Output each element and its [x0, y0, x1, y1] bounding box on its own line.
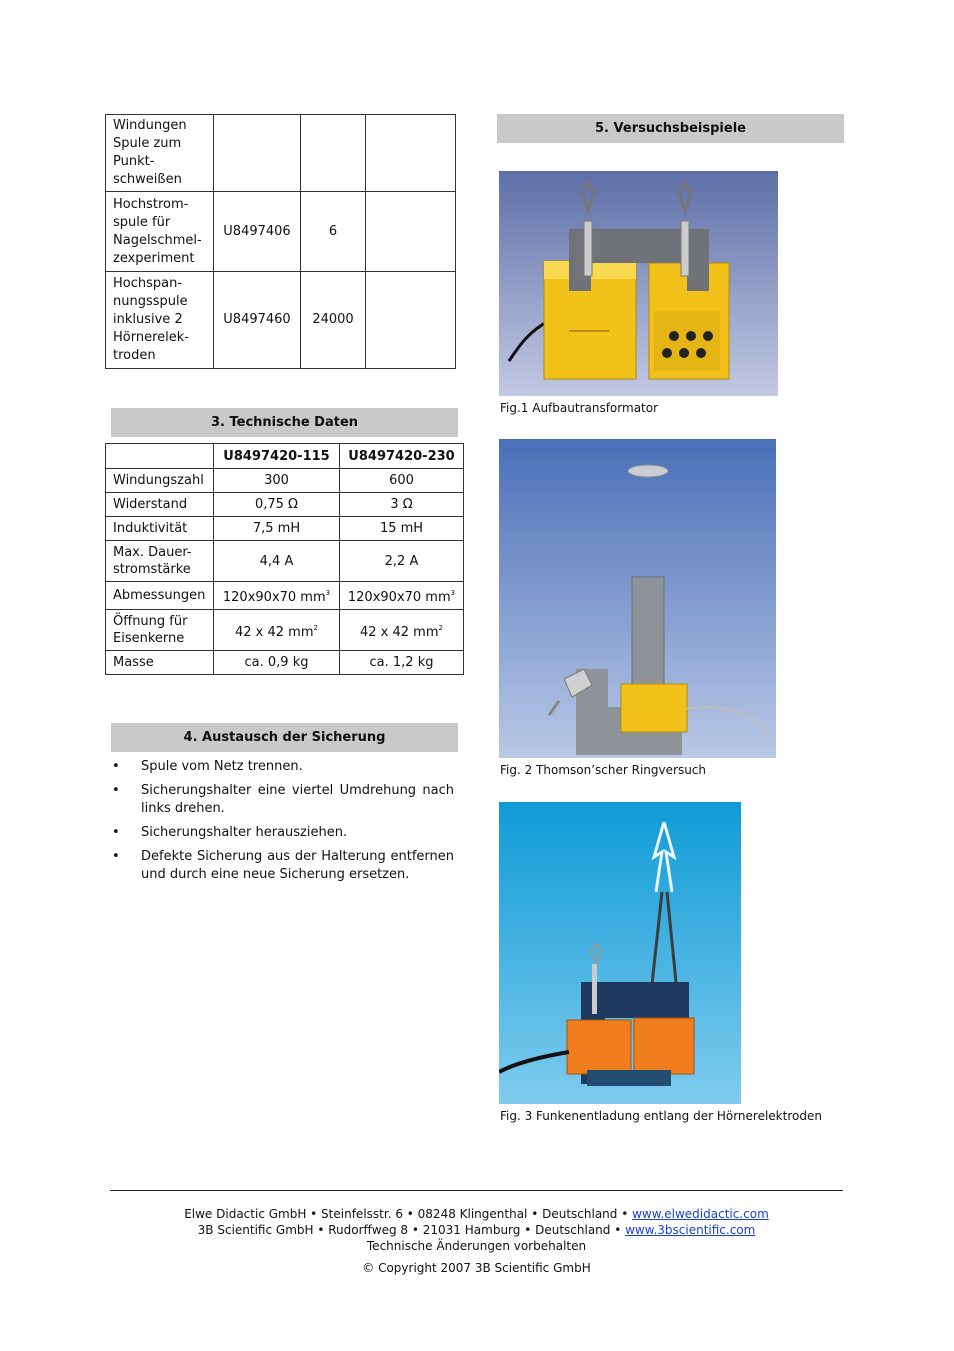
list-item — [110, 758, 454, 776]
section-header-technical-data: 3. Technische Daten — [111, 408, 458, 437]
value-115: ca. 0,9 kg — [214, 651, 340, 675]
bullet-icon: • — [112, 849, 120, 864]
coil-extra-cell — [366, 115, 456, 192]
coil-table — [105, 114, 456, 369]
cell-line: Hochspan- — [113, 276, 183, 291]
value-115 — [214, 610, 340, 651]
value-230: ca. 1,2 kg — [340, 651, 464, 675]
footer-divider — [110, 1190, 843, 1191]
unit-exponent: 2 — [438, 623, 443, 632]
cell-line: spule für — [113, 214, 171, 230]
row-label-line: Widerstand — [113, 497, 188, 512]
row-label — [106, 582, 214, 610]
coil-value-cell — [301, 115, 366, 192]
row-label-line: Windungszahl — [113, 473, 204, 488]
table-row — [106, 272, 456, 369]
coil-table-body — [106, 115, 456, 369]
value-230 — [340, 582, 464, 610]
value-230: 2,2 A — [340, 541, 464, 582]
footer-disclaimer: Technische Änderungen vorbehalten — [366, 1239, 587, 1253]
value-230: 3 Ω — [340, 493, 464, 517]
row-label — [106, 651, 214, 675]
list-item — [110, 782, 454, 818]
row-label-line: Öffnung für — [113, 614, 188, 629]
value-text: 120x90x70 mm — [347, 590, 451, 605]
technical-data-table — [105, 443, 464, 675]
transformer-illustration — [499, 171, 778, 396]
table-row — [106, 582, 464, 610]
figure-3-photo — [499, 802, 741, 1104]
elwedidactic-link[interactable]: www.elwedidactic.com — [632, 1207, 769, 1221]
row-label — [106, 493, 214, 517]
cell-line: zexperiment — [113, 250, 195, 266]
value-115: 7,5 mH — [214, 517, 340, 541]
table-header-cell: U8497420-115 — [214, 444, 340, 469]
figure-3-caption: Fig. 3 Funkenentladung entlang der Hörnerelektroden — [500, 1109, 822, 1123]
footer-address-elwe — [110, 1206, 843, 1222]
coil-extra-cell — [366, 272, 456, 369]
table-row — [106, 541, 464, 582]
list-item-text: Spule vom Netz trennen. — [141, 759, 303, 774]
value-text: 42 x 42 mm — [360, 624, 439, 640]
value-text: 42 x 42 mm — [235, 624, 314, 640]
cell-line: inklusive 2 — [113, 312, 183, 327]
value-115: 4,4 A — [214, 541, 340, 582]
table-row — [106, 469, 464, 493]
figure-1-photo — [499, 171, 778, 396]
table-header-cell: U8497420-230 — [340, 444, 464, 469]
table-row — [106, 651, 464, 675]
coil-value-cell: 6 — [301, 192, 366, 272]
figure-1-caption: Fig.1 Aufbautransformator — [500, 401, 659, 415]
figure-2-photo — [499, 439, 776, 758]
row-label — [106, 517, 214, 541]
technical-data-body — [106, 469, 464, 675]
cell-line: Punkt- — [113, 154, 155, 169]
cell-line: Spule zum — [113, 136, 182, 151]
3bscientific-link[interactable]: www.3bscientific.com — [625, 1223, 756, 1237]
list-item — [110, 824, 454, 842]
technical-data-head — [106, 444, 464, 469]
table-row — [106, 493, 464, 517]
unit-exponent: 3 — [450, 589, 456, 597]
row-label-line: Max. Dauer- — [113, 545, 192, 560]
footer-address-3b — [110, 1222, 843, 1238]
table-row — [106, 192, 456, 272]
coil-code-cell — [214, 115, 301, 192]
coil-value-cell: 24000 — [301, 272, 366, 369]
list-item-text: Sicherungshalter eine viertel Umdrehung nach links drehen. — [141, 783, 454, 816]
fuse-steps-list — [110, 758, 454, 890]
bullet-icon: • — [112, 783, 120, 798]
value-230: 600 — [340, 469, 464, 493]
row-label-line: Abmessungen — [113, 588, 206, 603]
row-label — [106, 469, 214, 493]
cell-line: Nagelschmel- — [113, 232, 202, 248]
cell-line: Hochstrom- — [113, 196, 189, 212]
table-header-cell — [106, 444, 214, 469]
section-header-fuse-replacement: 4. Austausch der Sicherung — [111, 723, 458, 752]
unit-exponent: 2 — [313, 623, 318, 632]
section-header-experiments: 5. Versuchsbeispiele — [497, 114, 844, 143]
value-115: 300 — [214, 469, 340, 493]
row-label-line: Eisenkerne — [113, 631, 185, 646]
table-header-row — [106, 444, 464, 469]
cell-line: Windungen — [113, 118, 187, 133]
footer-text: 3B Scientific GmbH • Rudorffweg 8 • 21031 Hamburg • Deutschland • — [197, 1223, 626, 1237]
table-row — [106, 610, 464, 651]
value-230: 15 mH — [340, 517, 464, 541]
coil-name-cell — [106, 115, 214, 192]
list-item-text: Sicherungshalter herausziehen. — [141, 825, 348, 840]
horn-electrodes-illustration — [499, 802, 741, 1104]
row-label-line: Masse — [113, 655, 154, 670]
footer-copyright: © Copyright 2007 3B Scientific GmbH — [362, 1261, 591, 1275]
figure-2-caption: Fig. 2 Thomson’scher Ringversuch — [500, 763, 706, 777]
row-label-line: stromstärke — [113, 562, 191, 577]
row-label-line: Induktivität — [113, 521, 188, 536]
cell-line: Hörnerelek- — [113, 330, 189, 345]
value-text: 120x90x70 mm — [222, 590, 326, 605]
coil-extra-cell — [366, 192, 456, 272]
value-115 — [214, 582, 340, 610]
value-230 — [340, 610, 464, 651]
coil-name-cell — [106, 192, 214, 272]
coil-code-cell: U8497406 — [214, 192, 301, 272]
row-label — [106, 610, 214, 651]
bullet-icon: • — [112, 759, 120, 774]
footer-text: Elwe Didactic GmbH • Steinfelsstr. 6 • 08248 Klingenthal • Deutschland • — [184, 1207, 633, 1221]
list-item — [110, 848, 454, 884]
table-row — [106, 115, 456, 192]
list-item-text: Defekte Sicherung aus der Halterung entfernen und durch eine neue Sicherung ersetzen. — [141, 849, 454, 882]
cell-line: troden — [113, 348, 156, 363]
table-row — [106, 517, 464, 541]
coil-name-cell — [106, 272, 214, 369]
bullet-icon: • — [112, 825, 120, 840]
row-label — [106, 541, 214, 582]
value-115: 0,75 Ω — [214, 493, 340, 517]
thomson-ring-illustration — [499, 439, 776, 758]
cell-line: nungsspule — [113, 294, 188, 309]
cell-line: schweißen — [113, 172, 182, 187]
unit-exponent: 3 — [325, 589, 331, 597]
coil-code-cell: U8497460 — [214, 272, 301, 369]
